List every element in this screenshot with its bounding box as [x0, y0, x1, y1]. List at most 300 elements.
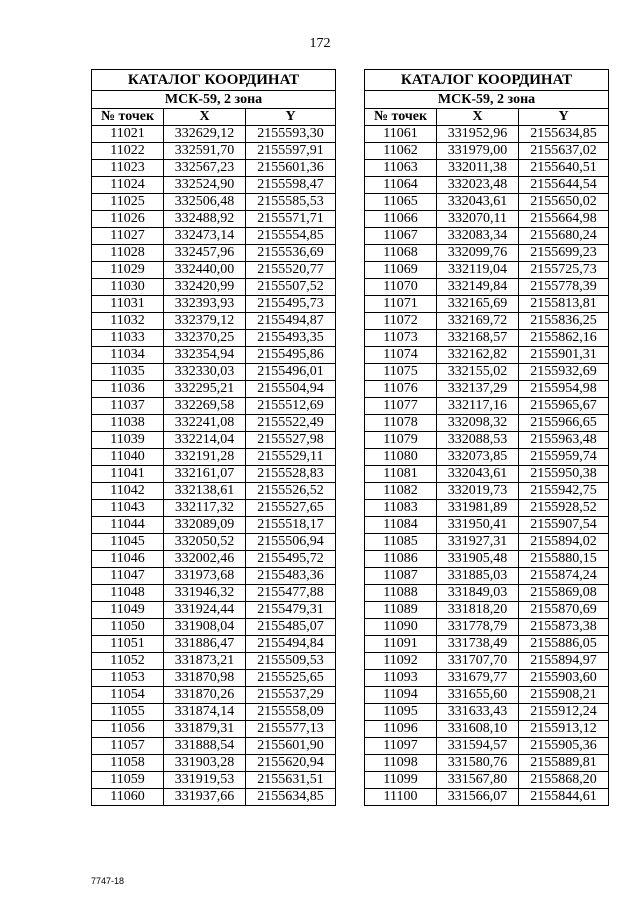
- y-coordinate-cell: 2155520,77: [246, 262, 336, 279]
- table-row: [92, 194, 336, 211]
- y-coordinate-cell: 2155527,65: [246, 500, 336, 517]
- x-coordinate-cell: 331924,44: [164, 602, 246, 619]
- point-number-cell: 11050: [92, 619, 164, 636]
- table-row: [365, 721, 609, 738]
- point-number-cell: 11065: [365, 194, 437, 211]
- y-coordinate-cell: 2155494,87: [246, 313, 336, 330]
- point-number-cell: 11086: [365, 551, 437, 568]
- point-number-cell: 11033: [92, 330, 164, 347]
- point-number-cell: 11098: [365, 755, 437, 772]
- table-row: [92, 619, 336, 636]
- point-number-cell: 11074: [365, 347, 437, 364]
- x-coordinate-cell: 332155,02: [437, 364, 519, 381]
- y-coordinate-cell: 2155509,53: [246, 653, 336, 670]
- point-number-cell: 11073: [365, 330, 437, 347]
- x-coordinate-cell: 331874,14: [164, 704, 246, 721]
- x-coordinate-cell: 331707,70: [437, 653, 519, 670]
- table-row: [92, 228, 336, 245]
- table-row: [365, 568, 609, 585]
- point-number-cell: 11069: [365, 262, 437, 279]
- point-number-cell: 11035: [92, 364, 164, 381]
- y-coordinate-cell: 2155870,69: [519, 602, 609, 619]
- x-coordinate-cell: 332162,82: [437, 347, 519, 364]
- table-row: [365, 687, 609, 704]
- table-row: [92, 738, 336, 755]
- x-coordinate-cell: 332165,69: [437, 296, 519, 313]
- table-row: [365, 619, 609, 636]
- table-row: [365, 160, 609, 177]
- point-number-cell: 11082: [365, 483, 437, 500]
- y-coordinate-cell: 2155912,24: [519, 704, 609, 721]
- point-number-cell: 11072: [365, 313, 437, 330]
- y-coordinate-cell: 2155527,98: [246, 432, 336, 449]
- x-coordinate-cell: 332089,09: [164, 517, 246, 534]
- point-number-cell: 11077: [365, 398, 437, 415]
- y-coordinate-cell: 2155495,73: [246, 296, 336, 313]
- y-coordinate-cell: 2155571,71: [246, 211, 336, 228]
- y-coordinate-cell: 2155507,52: [246, 279, 336, 296]
- table-row: [365, 415, 609, 432]
- y-coordinate-cell: 2155640,51: [519, 160, 609, 177]
- table-row: [92, 755, 336, 772]
- x-coordinate-cell: 332043,61: [437, 466, 519, 483]
- point-number-cell: 11054: [92, 687, 164, 704]
- point-number-cell: 11070: [365, 279, 437, 296]
- document-code: 7747-18: [91, 876, 125, 886]
- y-coordinate-cell: 2155634,85: [519, 126, 609, 143]
- x-coordinate-cell: 331905,48: [437, 551, 519, 568]
- y-coordinate-cell: 2155813,81: [519, 296, 609, 313]
- y-coordinate-cell: 2155905,36: [519, 738, 609, 755]
- x-coordinate-cell: 332070,11: [437, 211, 519, 228]
- point-number-cell: 11051: [92, 636, 164, 653]
- catalog-subtitle: МСК-59, 2 зона: [365, 91, 609, 109]
- x-coordinate-cell: 331979,00: [437, 143, 519, 160]
- x-coordinate-cell: 332420,99: [164, 279, 246, 296]
- x-coordinate-cell: 332379,12: [164, 313, 246, 330]
- x-coordinate-cell: 332117,16: [437, 398, 519, 415]
- table-row: [365, 789, 609, 806]
- point-number-cell: 11084: [365, 517, 437, 534]
- y-coordinate-cell: 2155637,02: [519, 143, 609, 160]
- point-number-cell: 11061: [365, 126, 437, 143]
- x-coordinate-cell: 331608,10: [437, 721, 519, 738]
- table-row: [365, 500, 609, 517]
- y-coordinate-cell: 2155894,02: [519, 534, 609, 551]
- x-coordinate-cell: 331580,76: [437, 755, 519, 772]
- table-row: [92, 772, 336, 789]
- y-coordinate-cell: 2155932,69: [519, 364, 609, 381]
- point-number-cell: 11056: [92, 721, 164, 738]
- point-number-cell: 11053: [92, 670, 164, 687]
- y-coordinate-cell: 2155597,91: [246, 143, 336, 160]
- y-coordinate-cell: 2155894,97: [519, 653, 609, 670]
- y-coordinate-cell: 2155907,54: [519, 517, 609, 534]
- x-coordinate-cell: 332119,04: [437, 262, 519, 279]
- table-row: [92, 177, 336, 194]
- x-coordinate-cell: 332149,84: [437, 279, 519, 296]
- coordinate-catalog-right: [364, 69, 609, 806]
- y-coordinate-cell: 2155965,67: [519, 398, 609, 415]
- x-coordinate-cell: 332002,46: [164, 551, 246, 568]
- table-row: [365, 738, 609, 755]
- point-number-cell: 11093: [365, 670, 437, 687]
- table-row: [92, 789, 336, 806]
- table-row: [92, 364, 336, 381]
- y-coordinate-cell: 2155869,08: [519, 585, 609, 602]
- table-row: [365, 755, 609, 772]
- x-coordinate-cell: 332473,14: [164, 228, 246, 245]
- table-row: [92, 160, 336, 177]
- x-coordinate-cell: 332083,34: [437, 228, 519, 245]
- y-coordinate-cell: 2155903,60: [519, 670, 609, 687]
- table-row: [365, 381, 609, 398]
- column-header-y: Y: [519, 109, 609, 126]
- table-row: [365, 534, 609, 551]
- point-number-cell: 11080: [365, 449, 437, 466]
- y-coordinate-cell: 2155506,94: [246, 534, 336, 551]
- y-coordinate-cell: 2155699,23: [519, 245, 609, 262]
- x-coordinate-cell: 331633,43: [437, 704, 519, 721]
- x-coordinate-cell: 332506,48: [164, 194, 246, 211]
- x-coordinate-cell: 332161,07: [164, 466, 246, 483]
- x-coordinate-cell: 331879,31: [164, 721, 246, 738]
- y-coordinate-cell: 2155485,07: [246, 619, 336, 636]
- y-coordinate-cell: 2155494,84: [246, 636, 336, 653]
- y-coordinate-cell: 2155528,83: [246, 466, 336, 483]
- table-row: [92, 330, 336, 347]
- point-number-cell: 11058: [92, 755, 164, 772]
- table-row: [92, 687, 336, 704]
- x-coordinate-cell: 332019,73: [437, 483, 519, 500]
- point-number-cell: 11048: [92, 585, 164, 602]
- point-number-cell: 11038: [92, 415, 164, 432]
- y-coordinate-cell: 2155585,53: [246, 194, 336, 211]
- table-row: [92, 500, 336, 517]
- y-coordinate-cell: 2155778,39: [519, 279, 609, 296]
- y-coordinate-cell: 2155650,02: [519, 194, 609, 211]
- y-coordinate-cell: 2155901,31: [519, 347, 609, 364]
- point-number-cell: 11024: [92, 177, 164, 194]
- y-coordinate-cell: 2155601,36: [246, 160, 336, 177]
- y-coordinate-cell: 2155577,13: [246, 721, 336, 738]
- table-row: [92, 432, 336, 449]
- column-header-point: № точек: [365, 109, 437, 126]
- x-coordinate-cell: 331655,60: [437, 687, 519, 704]
- x-coordinate-cell: 332043,61: [437, 194, 519, 211]
- point-number-cell: 11097: [365, 738, 437, 755]
- table-row: [365, 653, 609, 670]
- point-number-cell: 11023: [92, 160, 164, 177]
- x-coordinate-cell: 332524,90: [164, 177, 246, 194]
- x-coordinate-cell: 332591,70: [164, 143, 246, 160]
- x-coordinate-cell: 332098,32: [437, 415, 519, 432]
- y-coordinate-cell: 2155873,38: [519, 619, 609, 636]
- x-coordinate-cell: 331567,80: [437, 772, 519, 789]
- y-coordinate-cell: 2155844,61: [519, 789, 609, 806]
- point-number-cell: 11075: [365, 364, 437, 381]
- table-row: [92, 415, 336, 432]
- table-row: [365, 211, 609, 228]
- table-row: [92, 245, 336, 262]
- x-coordinate-cell: 331908,04: [164, 619, 246, 636]
- y-coordinate-cell: 2155950,38: [519, 466, 609, 483]
- x-coordinate-cell: 332440,00: [164, 262, 246, 279]
- x-coordinate-cell: 331886,47: [164, 636, 246, 653]
- x-coordinate-cell: 331919,53: [164, 772, 246, 789]
- table-row: [92, 279, 336, 296]
- point-number-cell: 11071: [365, 296, 437, 313]
- x-coordinate-cell: 331950,41: [437, 517, 519, 534]
- point-number-cell: 11094: [365, 687, 437, 704]
- point-number-cell: 11027: [92, 228, 164, 245]
- table-row: [92, 466, 336, 483]
- y-coordinate-cell: 2155495,86: [246, 347, 336, 364]
- point-number-cell: 11040: [92, 449, 164, 466]
- x-coordinate-cell: 332168,57: [437, 330, 519, 347]
- table-row: [92, 602, 336, 619]
- x-coordinate-cell: 331888,54: [164, 738, 246, 755]
- point-number-cell: 11045: [92, 534, 164, 551]
- table-row: [365, 636, 609, 653]
- x-coordinate-cell: 332011,38: [437, 160, 519, 177]
- y-coordinate-cell: 2155963,48: [519, 432, 609, 449]
- point-number-cell: 11028: [92, 245, 164, 262]
- y-coordinate-cell: 2155634,85: [246, 789, 336, 806]
- x-coordinate-cell: 331738,49: [437, 636, 519, 653]
- point-number-cell: 11078: [365, 415, 437, 432]
- y-coordinate-cell: 2155966,65: [519, 415, 609, 432]
- table-row: [365, 670, 609, 687]
- table-row: [365, 245, 609, 262]
- x-coordinate-cell: 332370,25: [164, 330, 246, 347]
- y-coordinate-cell: 2155680,24: [519, 228, 609, 245]
- x-coordinate-cell: 332099,76: [437, 245, 519, 262]
- column-header-y: Y: [246, 109, 336, 126]
- x-coordinate-cell: 331778,79: [437, 619, 519, 636]
- table-row: [92, 347, 336, 364]
- point-number-cell: 11043: [92, 500, 164, 517]
- y-coordinate-cell: 2155942,75: [519, 483, 609, 500]
- y-coordinate-cell: 2155483,36: [246, 568, 336, 585]
- point-number-cell: 11026: [92, 211, 164, 228]
- point-number-cell: 11076: [365, 381, 437, 398]
- x-coordinate-cell: 331903,28: [164, 755, 246, 772]
- table-row: [92, 398, 336, 415]
- table-row: [92, 721, 336, 738]
- point-number-cell: 11091: [365, 636, 437, 653]
- point-number-cell: 11036: [92, 381, 164, 398]
- x-coordinate-cell: 332354,94: [164, 347, 246, 364]
- x-coordinate-cell: 332488,92: [164, 211, 246, 228]
- point-number-cell: 11025: [92, 194, 164, 211]
- point-number-cell: 11062: [365, 143, 437, 160]
- catalog-body: [92, 126, 336, 806]
- table-row: [365, 398, 609, 415]
- x-coordinate-cell: 332214,04: [164, 432, 246, 449]
- x-coordinate-cell: 331566,07: [437, 789, 519, 806]
- table-row: [92, 636, 336, 653]
- y-coordinate-cell: 2155862,16: [519, 330, 609, 347]
- table-row: [365, 177, 609, 194]
- point-number-cell: 11022: [92, 143, 164, 160]
- column-header-x: X: [437, 109, 519, 126]
- y-coordinate-cell: 2155512,69: [246, 398, 336, 415]
- point-number-cell: 11095: [365, 704, 437, 721]
- table-row: [92, 313, 336, 330]
- point-number-cell: 11064: [365, 177, 437, 194]
- y-coordinate-cell: 2155886,05: [519, 636, 609, 653]
- x-coordinate-cell: 331973,68: [164, 568, 246, 585]
- page-number: 172: [309, 36, 331, 51]
- table-row: [365, 432, 609, 449]
- point-number-cell: 11067: [365, 228, 437, 245]
- table-row: [92, 568, 336, 585]
- table-row: [92, 653, 336, 670]
- point-number-cell: 11099: [365, 772, 437, 789]
- point-number-cell: 11085: [365, 534, 437, 551]
- point-number-cell: 11021: [92, 126, 164, 143]
- table-row: [365, 143, 609, 160]
- table-row: [92, 517, 336, 534]
- y-coordinate-cell: 2155525,65: [246, 670, 336, 687]
- point-number-cell: 11046: [92, 551, 164, 568]
- point-number-cell: 11081: [365, 466, 437, 483]
- point-number-cell: 11096: [365, 721, 437, 738]
- x-coordinate-cell: 332050,52: [164, 534, 246, 551]
- y-coordinate-cell: 2155522,49: [246, 415, 336, 432]
- y-coordinate-cell: 2155889,81: [519, 755, 609, 772]
- x-coordinate-cell: 332629,12: [164, 126, 246, 143]
- x-coordinate-cell: 332241,08: [164, 415, 246, 432]
- point-number-cell: 11034: [92, 347, 164, 364]
- point-number-cell: 11057: [92, 738, 164, 755]
- point-number-cell: 11049: [92, 602, 164, 619]
- y-coordinate-cell: 2155518,17: [246, 517, 336, 534]
- point-number-cell: 11030: [92, 279, 164, 296]
- x-coordinate-cell: 332330,03: [164, 364, 246, 381]
- y-coordinate-cell: 2155836,25: [519, 313, 609, 330]
- table-row: [365, 330, 609, 347]
- table-row: [92, 381, 336, 398]
- y-coordinate-cell: 2155620,94: [246, 755, 336, 772]
- y-coordinate-cell: 2155928,52: [519, 500, 609, 517]
- y-coordinate-cell: 2155954,98: [519, 381, 609, 398]
- y-coordinate-cell: 2155495,72: [246, 551, 336, 568]
- x-coordinate-cell: 332138,61: [164, 483, 246, 500]
- table-row: [92, 211, 336, 228]
- table-row: [92, 262, 336, 279]
- table-row: [365, 602, 609, 619]
- y-coordinate-cell: 2155479,31: [246, 602, 336, 619]
- point-number-cell: 11100: [365, 789, 437, 806]
- x-coordinate-cell: 331946,32: [164, 585, 246, 602]
- catalog-title: КАТАЛОГ КООРДИНАТ: [365, 70, 609, 91]
- table-row: [365, 517, 609, 534]
- catalog-body: [365, 126, 609, 806]
- y-coordinate-cell: 2155554,85: [246, 228, 336, 245]
- point-number-cell: 11088: [365, 585, 437, 602]
- table-row: [365, 313, 609, 330]
- y-coordinate-cell: 2155558,09: [246, 704, 336, 721]
- table-row: [365, 772, 609, 789]
- x-coordinate-cell: 331849,03: [437, 585, 519, 602]
- table-row: [365, 262, 609, 279]
- x-coordinate-cell: 331981,89: [437, 500, 519, 517]
- table-row: [365, 279, 609, 296]
- table-row: [365, 228, 609, 245]
- x-coordinate-cell: 332567,23: [164, 160, 246, 177]
- y-coordinate-cell: 2155537,29: [246, 687, 336, 704]
- point-number-cell: 11079: [365, 432, 437, 449]
- point-number-cell: 11047: [92, 568, 164, 585]
- point-number-cell: 11042: [92, 483, 164, 500]
- point-number-cell: 11044: [92, 517, 164, 534]
- x-coordinate-cell: 332088,53: [437, 432, 519, 449]
- point-number-cell: 11090: [365, 619, 437, 636]
- point-number-cell: 11092: [365, 653, 437, 670]
- table-row: [365, 347, 609, 364]
- table-row: [92, 296, 336, 313]
- point-number-cell: 11029: [92, 262, 164, 279]
- x-coordinate-cell: 331870,26: [164, 687, 246, 704]
- point-number-cell: 11060: [92, 789, 164, 806]
- y-coordinate-cell: 2155664,98: [519, 211, 609, 228]
- table-row: [92, 534, 336, 551]
- x-coordinate-cell: 331937,66: [164, 789, 246, 806]
- table-row: [365, 704, 609, 721]
- point-number-cell: 11039: [92, 432, 164, 449]
- y-coordinate-cell: 2155725,73: [519, 262, 609, 279]
- table-row: [365, 483, 609, 500]
- y-coordinate-cell: 2155874,24: [519, 568, 609, 585]
- table-row: [365, 551, 609, 568]
- x-coordinate-cell: 332137,29: [437, 381, 519, 398]
- table-row: [365, 585, 609, 602]
- y-coordinate-cell: 2155880,15: [519, 551, 609, 568]
- y-coordinate-cell: 2155868,20: [519, 772, 609, 789]
- point-number-cell: 11031: [92, 296, 164, 313]
- y-coordinate-cell: 2155644,54: [519, 177, 609, 194]
- x-coordinate-cell: 331818,20: [437, 602, 519, 619]
- y-coordinate-cell: 2155496,01: [246, 364, 336, 381]
- table-row: [92, 551, 336, 568]
- point-number-cell: 11037: [92, 398, 164, 415]
- table-row: [365, 466, 609, 483]
- x-coordinate-cell: 332023,48: [437, 177, 519, 194]
- x-coordinate-cell: 332073,85: [437, 449, 519, 466]
- column-header-x: X: [164, 109, 246, 126]
- y-coordinate-cell: 2155526,52: [246, 483, 336, 500]
- x-coordinate-cell: 331870,98: [164, 670, 246, 687]
- y-coordinate-cell: 2155601,90: [246, 738, 336, 755]
- y-coordinate-cell: 2155477,88: [246, 585, 336, 602]
- y-coordinate-cell: 2155493,35: [246, 330, 336, 347]
- point-number-cell: 11083: [365, 500, 437, 517]
- x-coordinate-cell: 332169,72: [437, 313, 519, 330]
- x-coordinate-cell: 331594,57: [437, 738, 519, 755]
- table-row: [92, 449, 336, 466]
- x-coordinate-cell: 332191,28: [164, 449, 246, 466]
- point-number-cell: 11055: [92, 704, 164, 721]
- y-coordinate-cell: 2155631,51: [246, 772, 336, 789]
- x-coordinate-cell: 331873,21: [164, 653, 246, 670]
- table-row: [365, 449, 609, 466]
- y-coordinate-cell: 2155913,12: [519, 721, 609, 738]
- y-coordinate-cell: 2155959,74: [519, 449, 609, 466]
- table-row: [365, 126, 609, 143]
- y-coordinate-cell: 2155593,30: [246, 126, 336, 143]
